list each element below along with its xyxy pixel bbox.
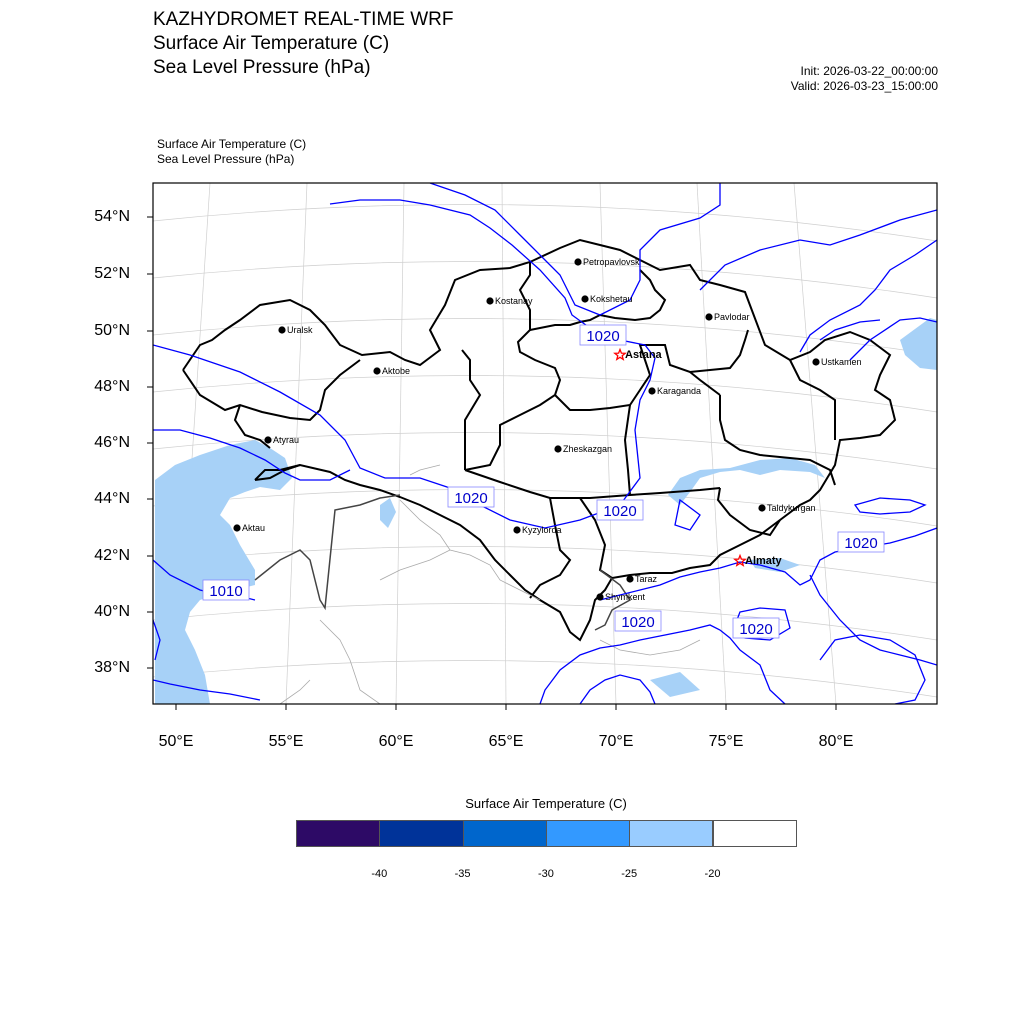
lon-label: 65°E xyxy=(488,733,524,750)
city-dot-icon xyxy=(596,593,603,600)
city-kyzylorda xyxy=(513,525,561,535)
svg-text:1020: 1020 xyxy=(454,490,488,507)
colorbar-swatch xyxy=(546,820,630,847)
city-kokshetau xyxy=(581,294,632,304)
colorbar-swatch xyxy=(713,820,797,847)
svg-text:1020: 1020 xyxy=(739,621,773,638)
map-title-pressure: Sea Level Pressure (hPa) xyxy=(153,57,371,78)
isobar-label xyxy=(580,325,626,345)
lat-label: 54°N xyxy=(94,208,130,225)
svg-text:1020: 1020 xyxy=(844,535,878,552)
isobar-label xyxy=(733,618,779,638)
city-dot-icon xyxy=(705,313,712,320)
city-label: Atyrau xyxy=(273,435,300,445)
city-ustkamen xyxy=(812,357,861,367)
lon-label: 50°E xyxy=(158,733,194,750)
city-markers xyxy=(233,257,861,602)
subtitle-temperature: Surface Air Temperature (C) xyxy=(157,137,307,151)
lon-label: 70°E xyxy=(598,733,634,750)
isobars xyxy=(153,183,937,704)
plot-frame xyxy=(153,183,937,704)
city-label: Aktau xyxy=(242,523,266,533)
city-dot-icon xyxy=(554,445,561,452)
lat-label: 48°N xyxy=(94,378,130,395)
city-uralsk xyxy=(278,325,313,335)
lon-label: 80°E xyxy=(818,733,854,750)
lat-label: 40°N xyxy=(94,603,130,620)
isobar-label xyxy=(448,487,494,507)
lon-label: 60°E xyxy=(378,733,414,750)
colorbar-tick-label: -25 xyxy=(621,868,638,880)
city-label: Taldykurgan xyxy=(767,503,816,513)
city-astana xyxy=(615,349,663,361)
colorbar-swatch xyxy=(463,820,547,847)
city-dot-icon xyxy=(486,297,493,304)
city-dot-icon xyxy=(513,526,520,533)
south-patch xyxy=(650,672,700,697)
east-lake xyxy=(900,318,937,370)
init-time: Init: 2026-03-22_00:00:00 xyxy=(800,64,938,78)
city-aktau xyxy=(233,523,265,533)
city-pavlodar xyxy=(705,312,749,322)
city-shymkent xyxy=(596,592,645,602)
lat-label: 44°N xyxy=(94,490,130,507)
lon-label: 75°E xyxy=(708,733,744,750)
city-label: Kyzylorda xyxy=(522,525,562,535)
city-dot-icon xyxy=(626,575,633,582)
capital-star-icon xyxy=(735,556,745,566)
isobar-label xyxy=(838,532,884,552)
city-dot-icon xyxy=(812,358,819,365)
colorbar-title: Surface Air Temperature (C) xyxy=(465,796,627,811)
city-dot-icon xyxy=(373,367,380,374)
isobar-labels xyxy=(203,325,884,638)
lat-label: 38°N xyxy=(94,659,130,676)
city-atyrau xyxy=(264,435,299,445)
colorbar-tick-label: -30 xyxy=(537,868,554,880)
capital-star-icon xyxy=(615,350,625,360)
svg-text:1010: 1010 xyxy=(209,583,243,600)
city-label: Kokshetau xyxy=(590,294,633,304)
colorbar-tick-label: -40 xyxy=(371,868,388,880)
map-title: KAZHYDROMET REAL-TIME WRF xyxy=(153,9,454,30)
svg-text:1020: 1020 xyxy=(603,503,637,520)
city-dot-icon xyxy=(758,504,765,511)
city-label: Aktobe xyxy=(382,366,411,376)
colorbar-tick-label: -20 xyxy=(704,868,721,880)
svg-text:1020: 1020 xyxy=(586,328,620,345)
isobar-label xyxy=(615,611,661,631)
colorbar-tick-label: -35 xyxy=(454,868,471,880)
city-kostanay xyxy=(486,296,533,306)
colorbar-swatch xyxy=(296,820,380,847)
city-taldykurgan xyxy=(758,503,815,513)
city-dot-icon xyxy=(574,258,581,265)
city-karaganda xyxy=(648,386,701,396)
city-zheskazgan xyxy=(554,444,612,454)
aral-sea xyxy=(380,498,396,528)
water-bodies xyxy=(155,318,937,704)
city-label: Taraz xyxy=(635,574,658,584)
isobar-label xyxy=(203,580,249,600)
city-dot-icon xyxy=(278,326,285,333)
city-label: Kostanay xyxy=(495,296,533,306)
lat-label: 42°N xyxy=(94,547,130,564)
city-dot-icon xyxy=(233,524,240,531)
valid-time: Valid: 2026-03-23_15:00:00 xyxy=(790,79,938,93)
isobar-label xyxy=(597,500,643,520)
city-almaty xyxy=(735,555,783,567)
subtitle-pressure: Sea Level Pressure (hPa) xyxy=(157,152,295,166)
caspian-sea xyxy=(155,440,292,704)
city-dot-icon xyxy=(264,436,271,443)
city-label: Zheskazgan xyxy=(563,444,613,454)
city-label: Karaganda xyxy=(657,386,702,396)
city-label: Petropavlovsk xyxy=(583,257,640,267)
city-dot-icon xyxy=(648,387,655,394)
city-aktobe xyxy=(373,366,410,376)
colorbar-swatch xyxy=(629,820,713,847)
city-label: Ustkamen xyxy=(821,357,862,367)
map-title-temperature: Surface Air Temperature (C) xyxy=(153,33,390,54)
city-label: Astana xyxy=(625,349,662,361)
city-label: Uralsk xyxy=(287,325,313,335)
city-label: Pavlodar xyxy=(714,312,750,322)
lat-label: 46°N xyxy=(94,434,130,451)
city-label: Almaty xyxy=(745,555,782,567)
lat-label: 52°N xyxy=(94,265,130,282)
city-label: Shymkent xyxy=(605,592,646,602)
svg-text:1020: 1020 xyxy=(621,614,655,631)
lon-label: 55°E xyxy=(268,733,304,750)
city-petropavlovsk xyxy=(574,257,640,267)
lat-label: 50°N xyxy=(94,322,130,339)
colorbar-swatch xyxy=(379,820,463,847)
city-dot-icon xyxy=(581,295,588,302)
graticule xyxy=(153,183,937,704)
